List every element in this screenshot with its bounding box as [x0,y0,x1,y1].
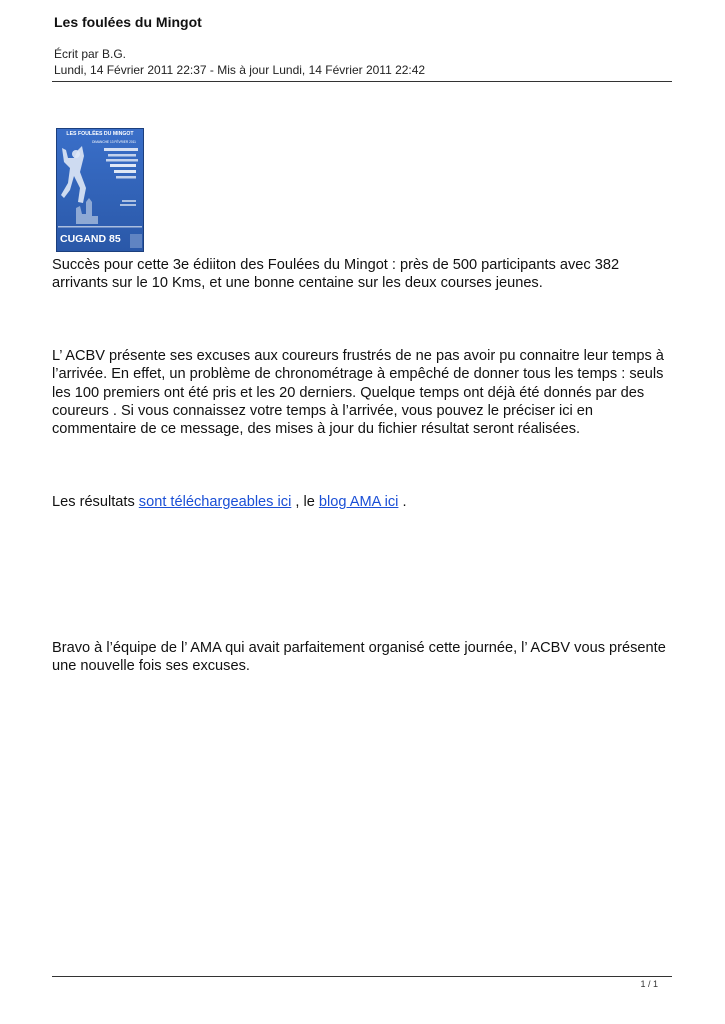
article-title: Les foulées du Mingot [54,14,202,30]
results-suffix: . [402,494,407,510]
paragraph-success: Succès pour cette 3e édiiton des Foulées du Mingot : près de 500 participants avec 382 arrivants sur le 10 Kms, et une bonne centaine sur les deux courses jeunes. [52,257,620,292]
paragraph-bravo: Bravo à l’équipe de l’ AMA qui avait parfaitement organisé cette journée, l’ ACBV vous présente une nouvelle fois ses excuses. [52,640,666,675]
poster-headline: LES FOULÉES DU MINGOT [66,131,134,137]
paragraph-results [52,493,677,511]
author-line: Écrit par B.G. [54,47,127,61]
header-divider [52,81,672,82]
results-download-link[interactable]: sont téléchargeables ici [138,494,292,510]
footer-divider [52,976,672,977]
date-line: Lundi, 14 Février 2011 22:37 - Mis à jour Lundi, 14 Février 2011 22:42 [54,63,426,77]
blog-ama-link[interactable]: blog AMA ici [318,494,399,510]
results-prefix: Les résultats [52,494,139,510]
poster-date: DIMANCHE 13 FÉVRIER 2011 [92,140,136,144]
race-poster-image [56,128,144,252]
poster-location: CUGAND 85 [60,233,121,245]
article-meta [54,46,425,78]
results-separator: , le [295,494,319,510]
paragraph-apology: L’ ACBV présente ses excuses aux coureurs frustrés de ne pas avoir pu connaitre leur temps à l’arrivée. En effet, un problème de chronométrage à empêché de donner tous les temps : seuls les 100 premiers ont été pris et les 20 derniers. Quelque temps ont déjà été donnés par des coureurs . Si vous connaissez votre temps à l’arrivée, vous pouvez le préciser ici en commentaire de ce message, des mises à jour du fichier résultat seront réalisées. [52,348,664,438]
page-number: 1 / 1 [640,979,658,989]
